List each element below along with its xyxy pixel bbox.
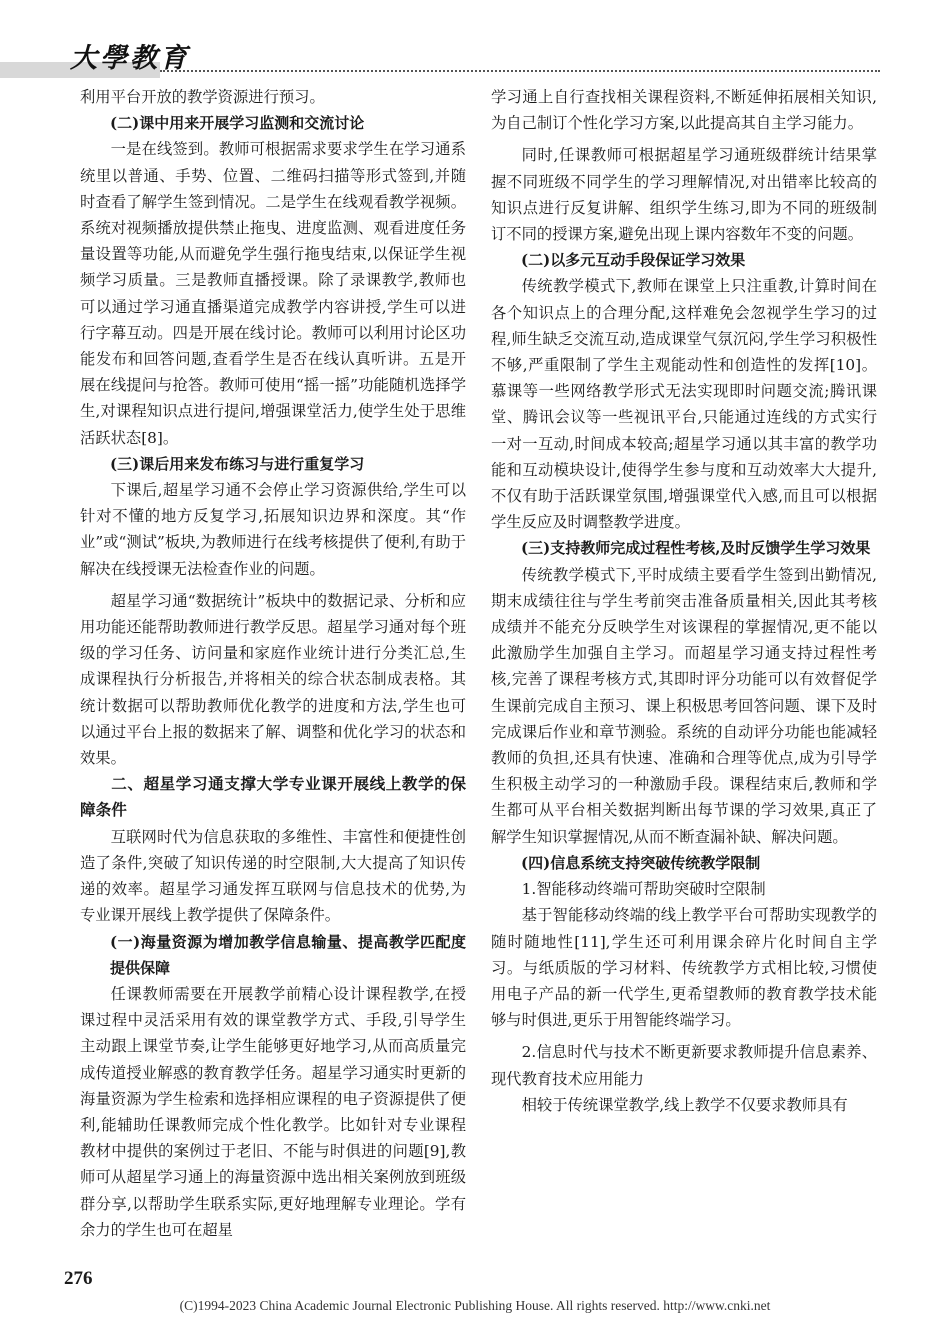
paragraph: 互联网时代为信息获取的多维性、丰富性和便捷性创造了条件,突破了知识传递的时空限制,大大提高了知识传递的效率。超星学习通发挥互联网与信息技术的优势,为专业课开展线上教学提供了保障条件。 [80,827,466,925]
section-heading: (二)课中用来开展学习监测和交流讨论 [110,114,365,133]
paragraph: 任课教师需要在开展教学前精心设计课程教学,在授课过程中灵活采用有效的课堂教学方式、手段,引导学生主动跟上课堂节奏,让学生能够更好地学习,从而高质量完成传道授业解惑的教育教学任务。超星学习通实时更新的海量资源为学生检索和选择相应课程的电子资源提供了便利,能辅助任课教师完成个性化教学。比如针对专业课程教材中提供的案例过于老旧、不能与时俱进的问题[9],教师可从超星学习通上的海量资源中选出相关案例放到班级群分享,以帮助学生联系实际,更好地理解专业理论。学有余力的学生也可在超星 [80,984,466,1239]
header-dotted-rule [160,70,880,72]
section-heading: (三)支持教师完成过程性考核,及时反馈学生学习效果 [521,539,871,558]
chapter-heading: 二、超星学习通支撑大学专业课开展线上教学的保障条件 [80,775,466,820]
right-column [491,84,877,1118]
page-header [0,0,950,80]
paragraph: 同时,任课教师可根据超星学习通班级群统计结果掌握不同班级不同学生的学习理解情况,对出错率比较高的知识点进行反复讲解、组织学生练习,即为不同的班级制订不同的授课方案,避免出现上课内容数年不变的问题。 [491,146,877,244]
paragraph: 传统教学模式下,教师在课堂上只注重教,计算时间在各个知识点上的合理分配,这样难免会忽视学生学习的过程,师生缺乏交流互动,造成课堂气氛沉闷,学生学习积极性不够,严重限制了学生主观能动性和创造性的发挥[10]。慕课等一些网络教学形式无法实现即时问题交流;腾讯课堂、腾讯会议等一些视讯平台,只能通过连线的方式实行一对一互动,时间成本较高;超星学习通以其丰富的教学功能和互动模块设计,使得学生参与度和互动效率大大提升,不仅有助于活跃课堂氛围,增强课堂代入感,而且可以根据学生反应及时调整教学进度。 [491,277,877,532]
section-heading: (三)课后用来发布练习与进行重复学习 [110,454,365,473]
paragraph: 基于智能移动终端的线上教学平台可帮助实现教学的随时随地性[11],学生还可利用课余碎片化时间自主学习。与纸质版的学习材料、传统教学方式相比较,习惯使用电子产品的新一代学生,更希望教师的教育教学技术能够与时俱进,更乐于用智能终端学习。 [491,906,877,1030]
page-number: 276 [64,1268,93,1289]
subsection-heading: 2.信息时代与技术不断更新要求教师提升信息素养、现代教育技术应用能力 [491,1043,877,1088]
section-heading: (四)信息系统支持突破传统教学限制 [521,853,761,872]
section-heading: (二)以多元互动手段保证学习效果 [521,251,746,270]
paragraph: 学习通上自行查找相关课程资料,不断延伸拓展相关知识,为自己制订个性化学习方案,以此提高其自主学习能力。 [491,88,877,133]
paragraph: 相较于传统课堂教学,线上教学不仅要求教师具有 [521,1095,848,1114]
journal-logo: 大學教育 [70,43,190,74]
paragraph: 利用平台开放的教学资源进行预习。 [80,88,325,106]
section-heading: (一)海量资源为增加教学信息输量、提高教学匹配度提供保障 [110,932,466,977]
copyright-footer: (C)1994-2023 China Academic Journal Electronic Publishing House. All rights reserved. http://www.cnki.net [179,1298,771,1313]
paragraph: 下课后,超星学习通不会停止学习资源供给,学生可以针对不懂的地方反复学习,拓展知识边界和深度。其“作业”或“测试”板块,为教师进行在线考核提供了便利,有助于解决在线授课无法检查作业的问题。 [80,481,466,578]
paragraph: 一是在线签到。教师可根据需求要求学生在学习通系统里以普通、手势、位置、二维码扫描等形式签到,并随时查看了解学生签到情况。二是学生在线观看教学视频。系统对视频播放提供禁止拖曳、进度监测、观看进度任务量设置等功能,从而避免学生强行拖曳结束,以保证学生视频学习质量。三是教师直播授课。除了录课教学,教师也可以通过学习通直播渠道完成教学内容讲授,学生可以进行字幕互动。四是开展在线讨论。教师可以利用讨论区功能发布和回答问题,查看学生是否在线认真听讲。五是开展在线提问与抢答。教师可使用“摇一摇”功能随机选择学生,对课程知识点进行提问,增强课堂活力,使学生处于思维活跃状态[8]。 [80,140,466,447]
left-column [80,84,466,1243]
subsection-heading: 1.智能移动终端可帮助突破时空限制 [521,880,766,899]
paragraph: 超星学习通“数据统计”板块中的数据记录、分析和应用功能还能帮助教师进行教学反思。超星学习通对每个班级的学习任务、访问量和家庭作业统计进行分类汇总,生成课程执行分析报告,并将相关的综合状态制成表格。其统计数据可以帮助教师优化教学的进度和方法,学生也可以通过平台上报的数据来了解、调整和优化学习的状态和效果。 [80,591,466,768]
paragraph: 传统教学模式下,平时成绩主要看学生签到出勤情况,期末成绩往往与学生考前突击准备质量相关,因此其考核成绩并不能充分反映学生对该课程的掌握情况,更不能以此激励学生加强自主学习。而超星学习通支持过程性考核,完善了课程考核方式,其即时评分功能可以有效督促学生课前完成自主预习、课上积极思考回答问题、课下及时完成课后作业和章节测验。系统的自动评分功能也能减轻教师的负担,还具有快速、准确和合理等优点,成为引导学生积极主动学习的一种激励手段。课程结束后,教师和学生都可从平台相关数据判断出每节课的学习效果,真正了解学生知识掌握情况,从而不断查漏补缺、解决问题。 [491,565,877,846]
